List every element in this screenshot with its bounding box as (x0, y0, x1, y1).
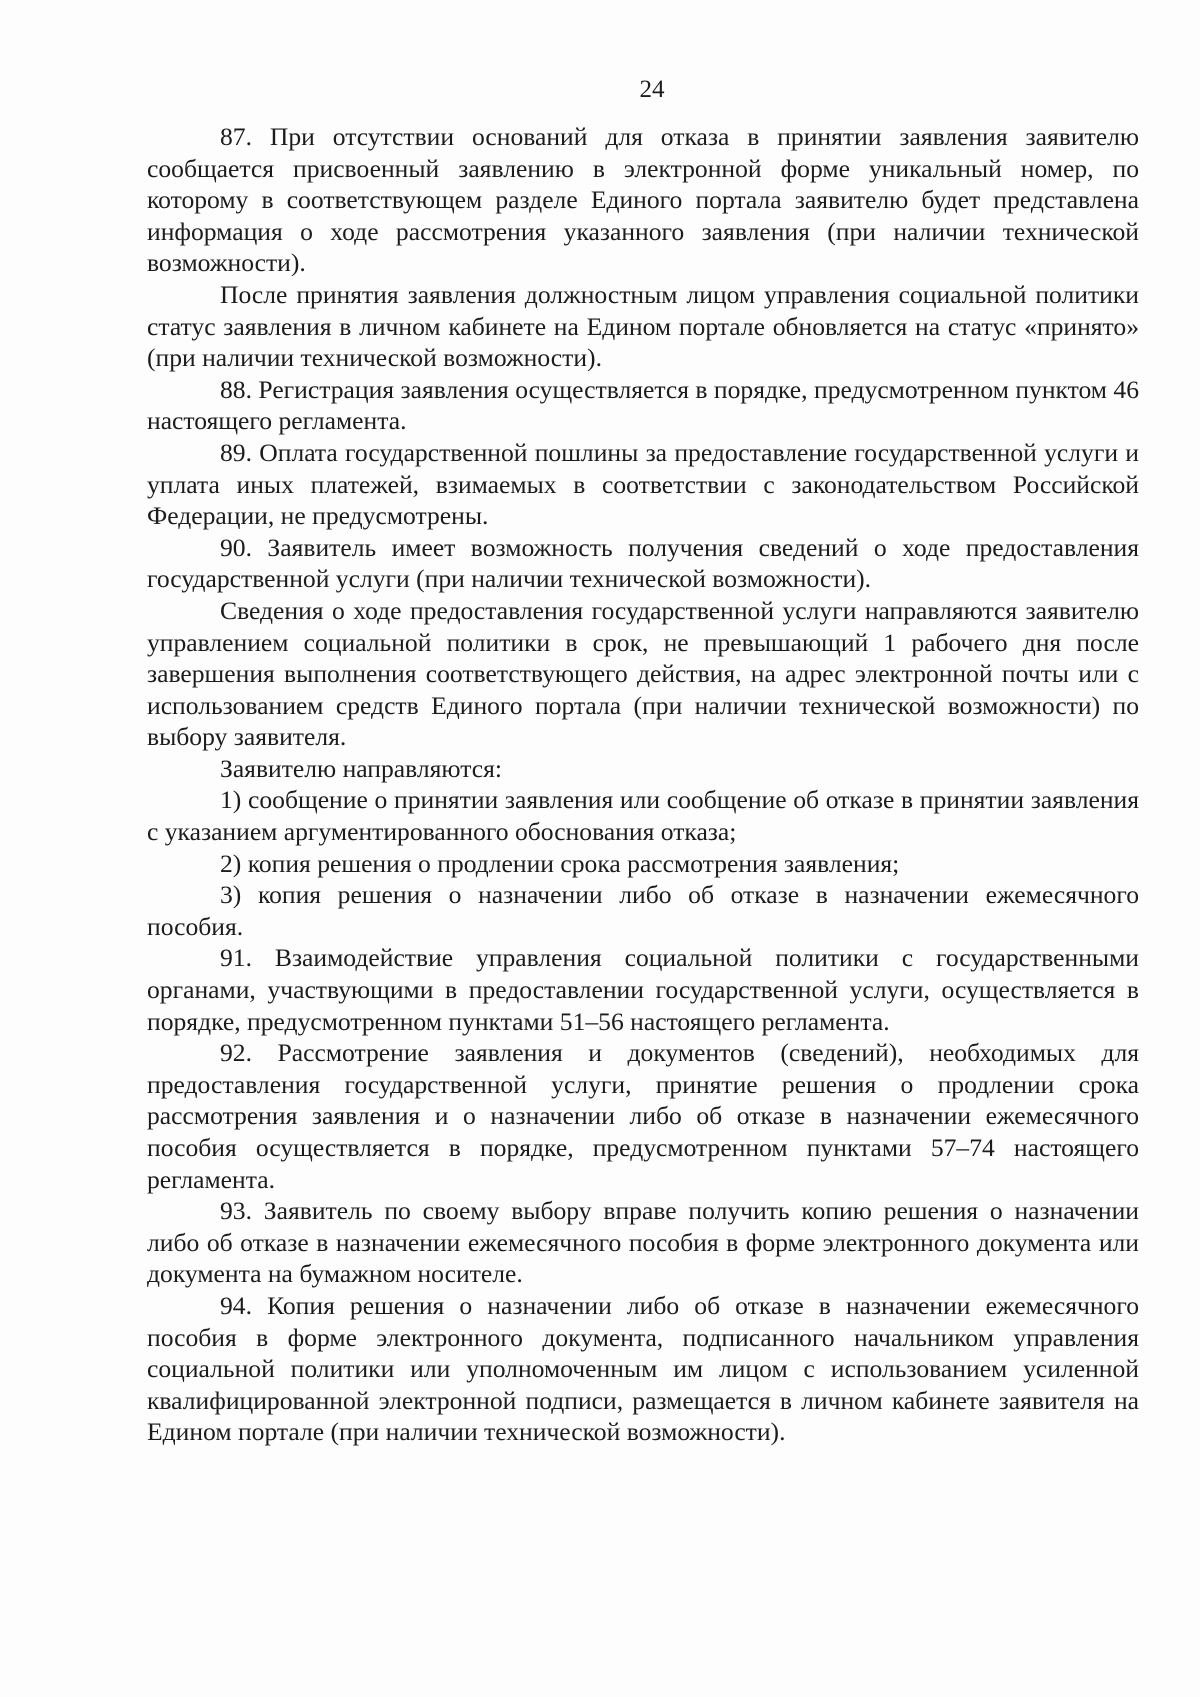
page-number: 24 (639, 76, 665, 103)
paragraph-92: 92. Рассмотрение заявления и документов (сведений), необходимых для предоставления государственной услуги, принятие решения о продлении срока рассмотрения заявления и о назначении либо об отказе в назначении ежемесячного пособия осуществляется в порядке, предусмотренном пунктами 57–74 настоящего регламента. (147, 1038, 1139, 1194)
document-body (147, 121, 1139, 1448)
paragraph-90-info: Сведения о ходе предоставления государственной услуги направляются заявителю управлением социальной политики в срок, не превышающий 1 рабочего дня после завершения выполнения соответствующего действия, на адрес электронной почты или с использованием средств Единого портала (при наличии технической возможности) по выбору заявителя. (147, 595, 1139, 752)
list-item-2: 2) копия решения о продлении срока рассмотрения заявления; (220, 848, 900, 878)
paragraph-90: 90. Заявитель имеет возможность получения сведений о ходе предоставления государственной услуги (при наличии технической возможности). (147, 532, 1139, 594)
paragraph-93: 93. Заявитель по своему выбору вправе получить копию решения о назначении либо об отказе в назначении ежемесячного пособия в форме электронного документа или документа на бумажном носителе. (147, 1196, 1139, 1289)
paragraph-87: 87. При отсутствии оснований для отказа в принятии заявления заявителю сообщается присвоенный заявлению в электронной форме уникальный номер, по которому в соответствующем разделе Единого портала заявителю будет представлена информация о ходе рассмотрения указанного заявления (при наличии технической возможности). (147, 122, 1139, 278)
paragraph-94: 94. Копия решения о назначении либо об отказе в назначении ежемесячного пособия в форме электронного документа, подписанного начальником управления социальной политики или уполномоченным им лицом с использованием усиленной квалифицированной электронной подписи, размещается в личном кабинете заявителя на Едином портале (при наличии технической возможности). (147, 1290, 1139, 1447)
list-item-1: 1) сообщение о принятии заявления или сообщение об отказе в принятии заявления с указанием аргументированного обоснования отказа; (147, 785, 1139, 847)
paragraph-91: 91. Взаимодействие управления социальной политики с государственными органами, участвующими в предоставлении государственной услуги, осуществляется в порядке, предусмотренном пунктами 51–56 настоящего регламента. (147, 943, 1139, 1036)
paragraph-89: 89. Оплата государственной пошлины за предоставление государственной услуги и уплата иных платежей, взимаемых в соответствии с законодательством Российской Федерации, не предусмотрены. (147, 437, 1139, 531)
paragraph-90-list-intro: Заявителю направляются: (220, 753, 502, 783)
paragraph-88: 88. Регистрация заявления осуществляется в порядке, предусмотренном пунктом 46 настоящего регламента. (147, 374, 1139, 436)
list-item-3: 3) копия решения о назначении либо об отказе в назначении ежемесячного пособия. (147, 880, 1139, 941)
paragraph-87-status: После принятия заявления должностным лицом управления социальной политики статус заявления в личном кабинете на Едином портале обновляется на статус «принято» (при наличии технической возможности). (147, 279, 1139, 373)
